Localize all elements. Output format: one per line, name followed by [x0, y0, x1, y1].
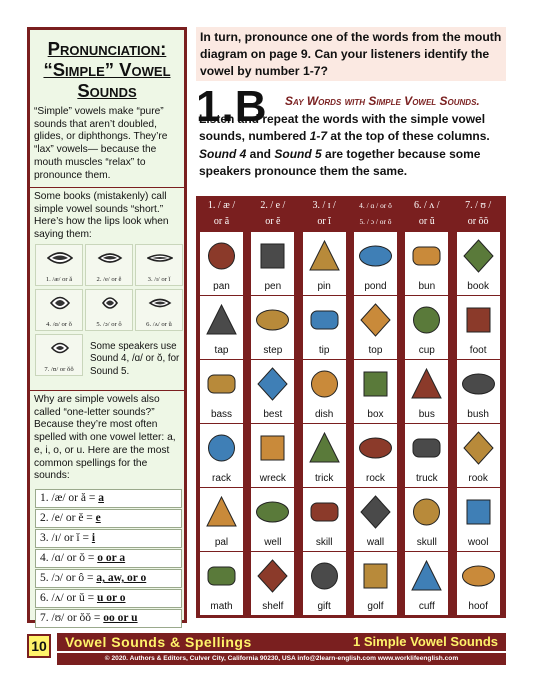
one-letter-sounds-note: Why are simple vowels also called “one-letter sounds?” Because they’re most often spelled with one vowel letter: a, e, i, o, or u. Here are the most common spellings for the sounds: — [34, 394, 176, 482]
footer-title: Vowel Sounds & Spellings — [65, 634, 252, 650]
word-label: rack — [212, 473, 231, 484]
lips-note: Some speakers use Sound 4, /ɑ/ or ŏ, for Sound 5. — [90, 341, 180, 377]
column-header — [251, 198, 294, 232]
word-label: well — [264, 537, 282, 548]
word-picture — [254, 491, 291, 532]
word-label: bus — [418, 409, 435, 420]
word-picture — [203, 363, 240, 404]
lip-shape-cell — [85, 244, 133, 286]
word-label: bun — [418, 281, 436, 292]
word-label: tap — [214, 345, 229, 356]
section-instructions — [199, 93, 503, 181]
word-cell — [200, 296, 243, 359]
word-cell — [303, 296, 346, 359]
instruction-sound: Sound 4 — [199, 146, 247, 161]
word-label: cup — [418, 345, 435, 356]
word-cell — [405, 552, 448, 615]
word-label: cuff — [418, 601, 435, 612]
spelling-row — [35, 589, 182, 608]
word-label: best — [263, 409, 283, 420]
word-picture — [460, 363, 497, 404]
panel-title-line: “Simple” Vowel — [43, 59, 171, 80]
spelling-sound: 6. /ʌ/ or ŭ = — [40, 592, 97, 604]
lip-caption: 4. /ɑ/ or ŏ — [46, 321, 72, 328]
instruction-range: 1-7 — [309, 129, 328, 143]
spelling-sound: 4. /ɑ/ or ŏ = — [40, 552, 98, 564]
word-cell — [405, 488, 448, 551]
spelling-row — [35, 569, 182, 588]
word-cell — [457, 296, 500, 359]
word-picture — [408, 555, 445, 596]
word-label: foot — [469, 345, 487, 356]
lip-caption: 6. /ʌ/ or ŭ — [146, 321, 172, 328]
spelling-row — [35, 489, 182, 508]
pronunciation-panel — [27, 27, 187, 623]
word-picture — [357, 555, 394, 596]
spelling-value: e — [95, 512, 101, 524]
lips-icon — [97, 294, 123, 312]
word-label: step — [263, 345, 283, 356]
page-number: 10 — [27, 634, 51, 658]
lip-shape-cell — [35, 244, 83, 286]
lip-caption: 5. /ɔ/ or ô — [96, 321, 122, 328]
intro-text: In turn, pronounce one of the words from the mouth diagram on page 9. Can your listeners identify the vowel by number 1-7? — [200, 30, 502, 78]
word-cell — [354, 296, 397, 359]
spelling-sound: 5. /ɔ/ or ô = — [40, 572, 97, 584]
column-header-line: or ĕ — [265, 216, 281, 227]
column-header — [200, 198, 243, 232]
word-label: book — [467, 281, 489, 292]
spelling-sound: 7. /ʊ/ or ŏŏ = — [40, 612, 104, 624]
divider — [30, 187, 184, 188]
word-label: top — [368, 345, 383, 356]
column-header — [303, 198, 346, 232]
lip-shape-cell — [35, 289, 83, 331]
word-cell — [251, 488, 294, 551]
word-label: skull — [416, 537, 437, 548]
word-cell — [354, 552, 397, 615]
word-label: dish — [314, 409, 334, 420]
spelling-value: o or a — [97, 552, 126, 564]
lip-shape-cell — [85, 289, 133, 331]
word-label: trick — [314, 473, 334, 484]
panel-title-line: Sounds — [77, 80, 137, 101]
word-cell — [200, 424, 243, 487]
column-header — [354, 198, 397, 232]
word-label: rook — [468, 473, 488, 484]
word-label: skill — [315, 537, 333, 548]
word-label: rock — [366, 473, 385, 484]
column-header — [405, 198, 448, 232]
lips-icon — [147, 249, 173, 267]
word-picture — [306, 427, 343, 468]
word-cell — [200, 232, 243, 295]
word-cell — [251, 552, 294, 615]
word-picture — [408, 299, 445, 340]
word-picture — [460, 555, 497, 596]
lip-shape-cell — [135, 289, 183, 331]
word-label: bass — [210, 409, 233, 420]
spelling-value: a, aw, or o — [96, 572, 147, 584]
word-label: shelf — [262, 601, 284, 612]
word-picture — [408, 491, 445, 532]
word-cell — [354, 488, 397, 551]
column-header-line: 7. / ʊ / — [465, 200, 492, 211]
word-cell — [200, 552, 243, 615]
word-picture — [460, 235, 497, 276]
word-cell — [457, 360, 500, 423]
word-cell — [251, 360, 294, 423]
word-label: wool — [467, 537, 489, 548]
word-label: bush — [467, 409, 489, 420]
spelling-value: oo or u — [103, 612, 138, 624]
word-picture — [203, 427, 240, 468]
column-header-line: or ĭ — [317, 216, 331, 227]
footer-bar — [57, 633, 506, 651]
lips-icon — [97, 249, 123, 267]
word-cell — [251, 424, 294, 487]
short-vowel-note: Some books (mistakenly) call simple vowel sounds “short.” Here’s how the lips look when saying them: — [34, 191, 169, 241]
word-picture-grid — [196, 196, 506, 618]
word-label: pin — [317, 281, 331, 292]
word-picture — [357, 427, 394, 468]
word-picture — [254, 299, 291, 340]
spelling-row — [35, 549, 182, 568]
word-picture — [306, 299, 343, 340]
word-cell — [200, 488, 243, 551]
word-label: golf — [367, 601, 384, 612]
column-header-line: 6. / ʌ / — [414, 200, 440, 211]
spelling-sound: 1. /æ/ or ă = — [40, 492, 99, 504]
word-picture — [203, 299, 240, 340]
simple-vowel-definition: “Simple” vowels make “pure” sounds that aren’t doubled, glides, or diphthongs. They’re “lax” vowels— because the mouth muscles “relax” to pronounce them. — [34, 106, 168, 181]
word-picture — [306, 363, 343, 404]
column-header-line: 3. / ɪ / — [312, 200, 336, 211]
word-cell — [200, 360, 243, 423]
lips-icon — [47, 294, 73, 312]
word-label: pan — [213, 281, 230, 292]
word-cell — [457, 488, 500, 551]
word-cell — [303, 488, 346, 551]
word-picture — [357, 299, 394, 340]
instruction-text: at the top of these columns. — [327, 129, 490, 143]
word-cell — [303, 424, 346, 487]
column-header-line: 5. / ɔ / or ô — [359, 217, 392, 226]
section-number: 1.B — [196, 82, 268, 131]
word-label: pal — [214, 537, 229, 548]
word-picture — [408, 235, 445, 276]
word-picture — [203, 555, 240, 596]
panel-title — [30, 38, 184, 101]
word-picture — [408, 363, 445, 404]
word-picture — [254, 427, 291, 468]
section-heading: Say Words with Simple Vowel Sounds. — [285, 94, 480, 108]
word-label: tip — [318, 345, 330, 356]
word-label: math — [210, 601, 233, 612]
word-picture — [203, 235, 240, 276]
column-header-line: 4. / ɑ / or ŏ — [359, 201, 392, 210]
footer-copyright: © 2020. Authors & Editors, Culver City, California 90230, USA info@2learn-english.com www.worklifeenglish.com — [57, 653, 506, 665]
word-picture — [306, 555, 343, 596]
word-picture — [460, 491, 497, 532]
word-label: gift — [317, 601, 331, 612]
footer-unit: 1 Simple Vowel Sounds — [353, 634, 498, 649]
word-cell — [457, 552, 500, 615]
word-cell — [303, 232, 346, 295]
word-picture — [357, 363, 394, 404]
lips-icon — [47, 249, 73, 267]
word-cell — [405, 296, 448, 359]
word-cell — [457, 232, 500, 295]
word-picture — [460, 427, 497, 468]
word-picture — [357, 491, 394, 532]
lip-shape-cell — [135, 244, 183, 286]
word-picture — [306, 491, 343, 532]
word-picture — [408, 427, 445, 468]
panel-title-line: Pronunciation: — [47, 38, 167, 59]
word-label: truck — [415, 473, 438, 484]
word-label: hoof — [468, 601, 488, 612]
intro-box — [196, 27, 506, 81]
column-header-line: 2. / e / — [260, 200, 286, 211]
word-label: wall — [366, 537, 385, 548]
word-cell — [405, 360, 448, 423]
instruction-text: Listen and repeat the words with the simple vowel sounds, numbered — [199, 111, 486, 143]
lips-icon — [147, 294, 173, 312]
lip-caption: 1. /æ/ or ă — [45, 276, 73, 283]
word-label: box — [367, 409, 384, 420]
word-picture — [254, 555, 291, 596]
word-cell — [303, 552, 346, 615]
instruction-sound: Sound 5 — [274, 146, 322, 161]
spelling-value: a — [98, 492, 104, 504]
instruction-text: are together because some speakers pronounce them the same. — [199, 146, 481, 178]
word-picture — [254, 363, 291, 404]
word-picture — [254, 235, 291, 276]
lip-caption: 3. /ɪ/ or ĭ — [147, 276, 171, 283]
word-cell — [354, 424, 397, 487]
spelling-value: i — [91, 532, 96, 544]
spelling-value: u or o — [96, 592, 126, 604]
word-label: wreck — [259, 473, 286, 484]
lip-caption: 7. /ʊ/ or ŏŏ — [44, 366, 74, 373]
column-header-line: or ă — [213, 216, 230, 227]
spelling-row — [35, 529, 182, 548]
word-cell — [251, 296, 294, 359]
divider — [30, 390, 184, 391]
word-picture — [306, 235, 343, 276]
spelling-row — [35, 609, 182, 628]
column-header-line: 1. / æ / — [207, 200, 236, 211]
word-cell — [354, 360, 397, 423]
lip-shape-cell — [35, 334, 83, 376]
word-cell — [457, 424, 500, 487]
spelling-row — [35, 509, 182, 528]
instruction-text: and — [246, 146, 275, 161]
word-cell — [303, 360, 346, 423]
column-header — [457, 198, 500, 232]
spelling-sound: 2. /e/ or ĕ = — [40, 512, 96, 524]
word-label: pen — [264, 281, 282, 292]
word-picture — [203, 491, 240, 532]
word-label: pond — [364, 281, 387, 292]
column-header-line: or ŭ — [418, 216, 435, 227]
word-cell — [251, 232, 294, 295]
lips-icon — [47, 339, 73, 357]
word-cell — [405, 232, 448, 295]
word-cell — [405, 424, 448, 487]
word-picture — [357, 235, 394, 276]
lip-caption: 2. /e/ or ĕ — [96, 276, 122, 283]
spelling-sound: 3. /ɪ/ or ĭ = — [40, 532, 92, 544]
word-picture — [460, 299, 497, 340]
word-cell — [354, 232, 397, 295]
column-header-line: or ŏŏ — [467, 216, 489, 227]
